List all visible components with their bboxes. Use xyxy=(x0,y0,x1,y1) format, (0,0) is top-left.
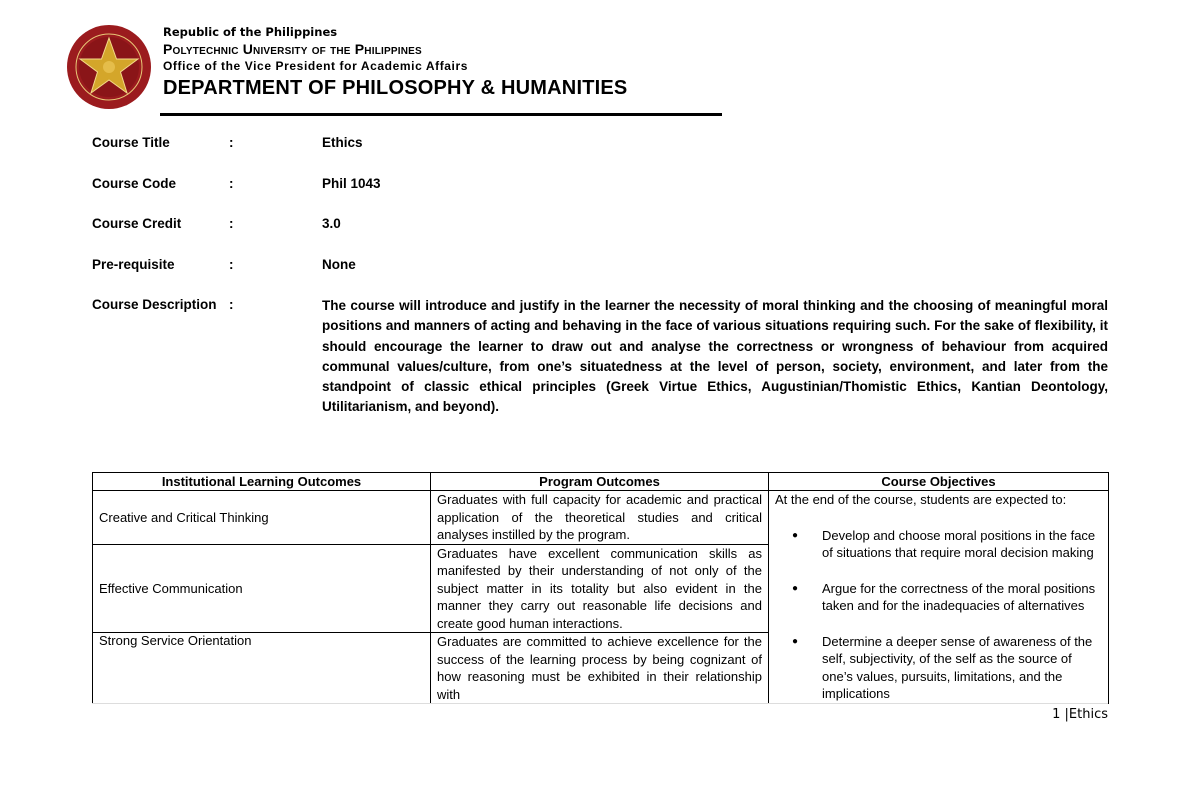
page-number: 1 xyxy=(1052,707,1061,722)
objective-item: ● Determine a deeper sense of awareness of the self, subjectivity, of the self as the source of one’s values, pursuits, limitations, and the implications xyxy=(775,633,1102,703)
separator: : xyxy=(229,176,234,191)
objectives-list xyxy=(775,527,1102,703)
header-ilo: Institutional Learning Outcomes xyxy=(93,473,431,491)
separator: : xyxy=(229,216,234,231)
objectives-intro: At the end of the course, students are expected to: xyxy=(775,492,1067,507)
footer-divider xyxy=(92,703,1108,704)
separator: : xyxy=(229,257,234,272)
po-cell: Graduates have excellent communication skills as manifested by their understanding of not only of the subject matter in its totality but also evident in the manner they carry out reasonable life decisions and create good human interactions. xyxy=(431,544,769,633)
outcomes-table xyxy=(92,472,1109,704)
course-title-value: Ethics xyxy=(322,135,363,150)
ilo-cell: Effective Communication xyxy=(93,544,431,633)
course-credit-value: 3.0 xyxy=(322,216,341,231)
course-description-label: Course Description xyxy=(92,297,217,312)
separator: : xyxy=(229,297,234,312)
header-program-outcomes: Program Outcomes xyxy=(431,473,769,491)
po-cell: Graduates with full capacity for academic and practical application of the theoretical studies and critical analyses instilled by the program. xyxy=(431,491,769,545)
ilo-cell: Creative and Critical Thinking xyxy=(93,491,431,545)
page-label: |Ethics xyxy=(1064,707,1108,722)
republic-line: Republic of the Philippines xyxy=(163,25,338,39)
prerequisite-label: Pre-requisite xyxy=(92,257,175,272)
course-title-label: Course Title xyxy=(92,135,170,150)
department-title: DEPARTMENT OF PHILOSOPHY & HUMANITIES xyxy=(163,77,628,99)
ilo-cell: Strong Service Orientation xyxy=(93,633,431,704)
prerequisite-value: None xyxy=(322,257,356,272)
university-seal-icon xyxy=(66,24,152,110)
header-divider xyxy=(160,113,722,116)
header-course-objectives: Course Objectives xyxy=(769,473,1109,491)
objective-item: ● Argue for the correctness of the moral positions taken and for the inadequacies of alternatives xyxy=(775,580,1102,615)
po-cell: Graduates are committed to achieve excellence for the success of the learning process by being cognizant of how reasoning must be exhibited in their relationship with xyxy=(431,633,769,704)
table-header-row xyxy=(93,473,1109,491)
page-footer xyxy=(1052,707,1108,722)
course-code-value: Phil 1043 xyxy=(322,176,381,191)
separator: : xyxy=(229,135,234,150)
course-objectives-cell xyxy=(769,491,1109,704)
course-description-text: The course will introduce and justify in the learner the necessity of moral thinking and the choosing of meaningful moral positions and manners of acting and behaving in the face of various situations requiring such. For the sake of flexibility, it should encourage the learner to draw out and analyse the correctness or wrongness of behaviour from acquired communal values/culture, from one’s situatedness at the level of person, society, environment, and later from the standpoint of classic ethical principles (Greek Virtue Ethics, Augustinian/Thomistic Ethics, Kantian Deontology, Utilitarianism, and beyond). xyxy=(322,298,1108,415)
office-name: Office of the Vice President for Academic Affairs xyxy=(163,59,469,73)
course-code-label: Course Code xyxy=(92,176,177,191)
objective-item: ● Develop and choose moral positions in the face of situations that require moral decision making xyxy=(775,527,1102,562)
course-credit-label: Course Credit xyxy=(92,216,182,231)
table-row xyxy=(93,491,1109,545)
university-name: Polytechnic University of the Philippines xyxy=(163,41,422,57)
